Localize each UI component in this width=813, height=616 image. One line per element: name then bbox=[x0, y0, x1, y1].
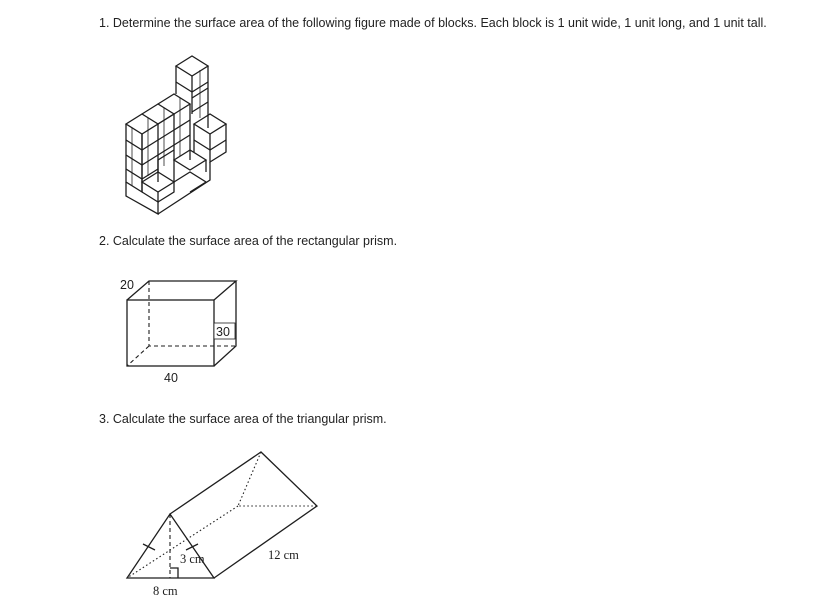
prism-depth-label: 20 bbox=[120, 278, 134, 292]
question-2-text: 2. Calculate the surface area of the rectangular prism. bbox=[99, 234, 398, 248]
prism-width-label: 40 bbox=[164, 371, 178, 385]
tri-base-label: 8 cm bbox=[153, 584, 178, 598]
prism-height-label: 30 bbox=[216, 325, 230, 339]
question-1-text: 1. Determine the surface area of the following figure made of blocks. Each block is 1 unit wide, 1 unit long, and 1 unit tall. bbox=[99, 16, 767, 30]
tri-height-label: 3 cm bbox=[180, 552, 205, 566]
question-3-text: 3. Calculate the surface area of the triangular prism. bbox=[99, 412, 387, 426]
tri-length-label: 12 cm bbox=[268, 548, 299, 562]
